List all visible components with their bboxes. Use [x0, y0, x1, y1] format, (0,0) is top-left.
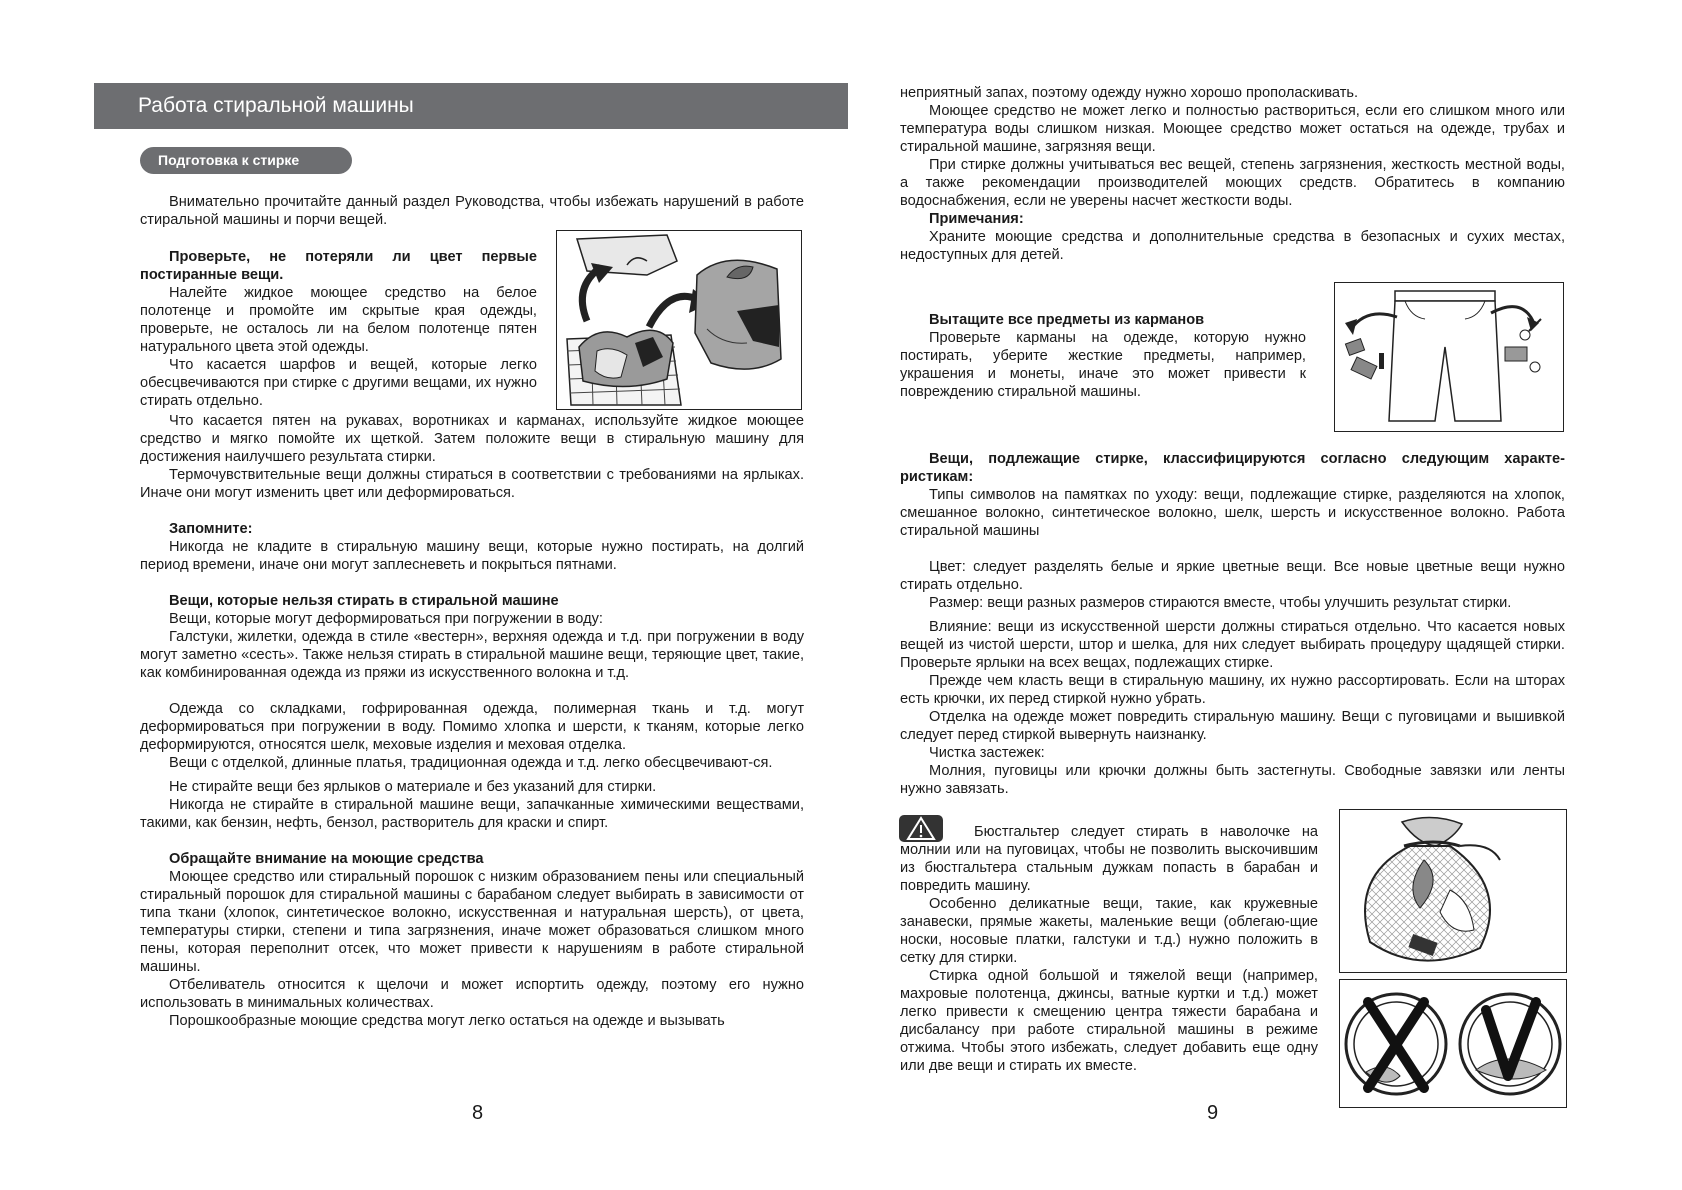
trim-paragraph: Вещи с отделкой, длинные платья, традиционная одежда и т.д. легко обесцвечивают-ся.: [169, 755, 773, 771]
section-title: Работа стиральной машины: [138, 94, 414, 117]
detergent-continued-block: [900, 84, 1565, 264]
delicate-paragraph: Особенно деликатные вещи, такие, как кружевные занавески, прямые жакеты, маленькие вещи (облегаю-щие носки, носовые платки, галстуки и т.д.) нужно положить в сетку для стирки.: [900, 896, 1318, 966]
bra-paragraph: Бюстгальтер следует стирать в наволочке на молнии или на пуговицах, чтобы не позволить выскочившим из бюстгальтера стальным дужкам попасть в барабан и повредить машину.: [900, 824, 1318, 894]
detergent-heading: Обращайте внимание на моющие средства: [169, 851, 484, 867]
notes-paragraph: Храните моющие средства и дополнительные средства в безопасных и сухих местах, недоступных для детей.: [900, 229, 1565, 263]
thermo-paragraph: Термочувствительные вещи должны стираться в соответствии с требованиями на ярлыках. Иначе они могут изменить цвет или деформироваться.: [140, 467, 804, 501]
color-check-block: [140, 248, 537, 410]
basket-icon: [557, 231, 801, 409]
drum-icon: [1340, 980, 1566, 1107]
pockets-heading: Вытащите все предметы из карманов: [929, 312, 1205, 328]
stains-paragraph: Что касается пятен на рукавах, воротниках и карманах, используйте жидкое моющее средство и мягко помойте их щеткой. Затем положите вещи в стиральную машину для достижения наилучшего результата стирки.: [140, 413, 804, 465]
fasten-paragraph: Молния, пуговицы или крючки должны быть застегнуты. Свободные завязки или ленты нужно завязать.: [900, 763, 1565, 797]
intro-block: [140, 193, 804, 229]
continued-paragraph: неприятный запах, поэтому одежду нужно хорошо прополаскивать.: [900, 85, 1359, 101]
section-header-bar: [94, 83, 848, 129]
laundry-bag-illustration: [1339, 809, 1567, 973]
detergent-paragraph-2: Отбеливатель относится к щелочи и может испортить одежду, поэтому его нужно использовать в минимальных количествах.: [140, 977, 804, 1011]
subsection-title: Подготовка к стирке: [158, 152, 300, 168]
size-paragraph: Размер: вещи разных размеров стираются вместе, чтобы улучшить результат стирки.: [929, 595, 1512, 611]
weight-paragraph: При стирке должны учитываться вес вещей, степень загрязнения, жесткость местной воды, а также рекомендации производителей моющих средств. Обратитесь в компанию водоснабжения, если не уверены насчет жесткости воды.: [900, 157, 1565, 209]
fasten-heading: Чистка застежек:: [929, 745, 1045, 761]
fold-paragraph: Одежда со складками, гофрированная одежда, полимерная ткань и т.д. могут деформироваться при погружении в воду. Помимо хлопка и шерсти, к тканям, которые легко деформируются, относятся шелк, меховые изделия и меховая отделка.: [140, 701, 804, 753]
page-number: 9: [1207, 1102, 1219, 1124]
nowash-heading: Вещи, которые нельзя стирать в стиральной машине: [169, 593, 559, 609]
intro-paragraph: Внимательно прочитайте данный раздел Руководства, чтобы избежать нарушений в работе стиральной машины и порчи вещей.: [140, 194, 804, 228]
label-paragraph: Не стирайте вещи без ярлыков о материале и без указаний для стирки.: [169, 779, 657, 795]
subsection-pill: [140, 147, 352, 174]
classify-heading: Вещи, подлежащие стирке, классифицируются согласно следующим характе-ристикам:: [900, 451, 1565, 485]
classify-block: [900, 450, 1565, 798]
influence-paragraph: Влияние: вещи из искусственной шерсти должны стираться отдельно. Что касается новых вещей из чистой шерсти, штор и шелка, для них следует выбирать процедуру щадящей стирки. Проверьте ярлыки на всех вещах, подлежащих стирке.: [900, 619, 1565, 671]
classify-paragraph: Типы символов на памятках по уходу: вещи, подлежащие стирке, разделяются на хлопок, смешанное волокно, синтетическое волокно, шелк, шерсть и искусственное волокно. Работа стиральной машины: [900, 487, 1565, 539]
pants-icon: [1335, 283, 1563, 431]
finish-paragraph: Отделка на одежде может повредить стиральную машину. Вещи с пуговицами и вышивкой следует перед стиркой вывернуть наизнанку.: [900, 709, 1565, 743]
color-check-paragraph-2: Что касается шарфов и вещей, которые легко обесцвечиваются при стирке с другими вещами, их нужно стирать отдельно.: [140, 357, 537, 409]
page-9: [841, 0, 1682, 1190]
bra-block: [900, 823, 1318, 1075]
detergent-paragraph-3: Порошкообразные моющие средства могут легко остаться на одежде и вызывать: [169, 1013, 725, 1029]
color-paragraph: Цвет: следует разделять белые и яркие цветные вещи. Все новые цветные вещи нужно стирать отдельно.: [900, 559, 1565, 593]
nowash-paragraph-1: Вещи, которые могут деформироваться при погружении в воду:: [169, 611, 603, 627]
remember-heading: Запомните:: [169, 521, 253, 537]
pants-pockets-illustration: [1334, 282, 1564, 432]
chem-paragraph: Никогда не стирайте в стиральной машине вещи, запачканные химическими веществами, такими, как бензин, нефть, бензол, растворитель для краски и спирт.: [140, 797, 804, 831]
pockets-block: [900, 311, 1306, 401]
laundry-basket-illustration: [556, 230, 802, 410]
pockets-paragraph: Проверьте карманы на одежде, которую нужно постирать, уберите жесткие предметы, например, украшения и монеты, иначе это может привести к повреждению стиральной машины.: [900, 330, 1306, 400]
sort-paragraph: Прежде чем класть вещи в стиральную машину, их нужно рассортировать. Если на шторах есть крючки, их перед стиркой нужно убрать.: [900, 673, 1565, 707]
detergent-paragraph-1: Моющее средство или стиральный порошок с низким образованием пены или специальный стиральный порошок для стиральной машины с барабаном следует выбирать в зависимости от типа ткани (хлопок, синтетическое волокно, искусственная и натуральная шерсть), от цвета, температуры стирки, степени и типа загрязнения, иначе может образоваться слишком много пены, которая переполнит отсек, что может привести к нарушениям в работе стиральной машины.: [140, 869, 804, 975]
stains-block: [140, 412, 804, 1030]
dissolve-paragraph: Моющее средство не может легко и полностью раствориться, если его слишком много или температура воды слишком низкая. Моющее средство может остаться на одежде, трубах и стиральной машине, загрязняя вещи.: [900, 103, 1565, 155]
notes-heading: Примечания:: [929, 211, 1024, 227]
color-check-heading: Проверьте, не потеряли ли цвет первые постиранные вещи.: [140, 249, 537, 283]
warning-icon: [899, 815, 943, 842]
page-number: 8: [472, 1102, 484, 1124]
color-check-paragraph-1: Налейте жидкое моющее средство на белое полотенце и промойте им скрытые края одежды, проверьте, не осталось ли на белом полотенце пятен натурального цвета этой одежды.: [140, 285, 537, 355]
laundry-bag-icon: [1340, 810, 1566, 972]
remember-paragraph: Никогда не кладите в стиральную машину вещи, которые нужно постирать, на долгий период времени, иначе они могут заплесневеть и покрыться пятнами.: [140, 539, 804, 573]
heavy-paragraph: Стирка одной большой и тяжелой вещи (например, махровые полотенца, джинсы, ватные куртки и т.д.) может легко привести к смещению центра тяжести барабана и дисбалансу при работе стиральной машины в режиме отжима. Чтобы этого избежать, следует добавить еще одну или две вещи и стирать их вместе.: [900, 968, 1318, 1074]
drum-load-illustration: [1339, 979, 1567, 1108]
nowash-paragraph-2: Галстуки, жилетки, одежда в стиле «вестерн», верхняя одежда и т.д. при погружении в воду могут заметно «сесть». Также нельзя стирать в стиральной машине вещи, теряющие цвет, такие, как комбинированная одежда из пряжи из искусственного волокна и т.д.: [140, 629, 804, 681]
